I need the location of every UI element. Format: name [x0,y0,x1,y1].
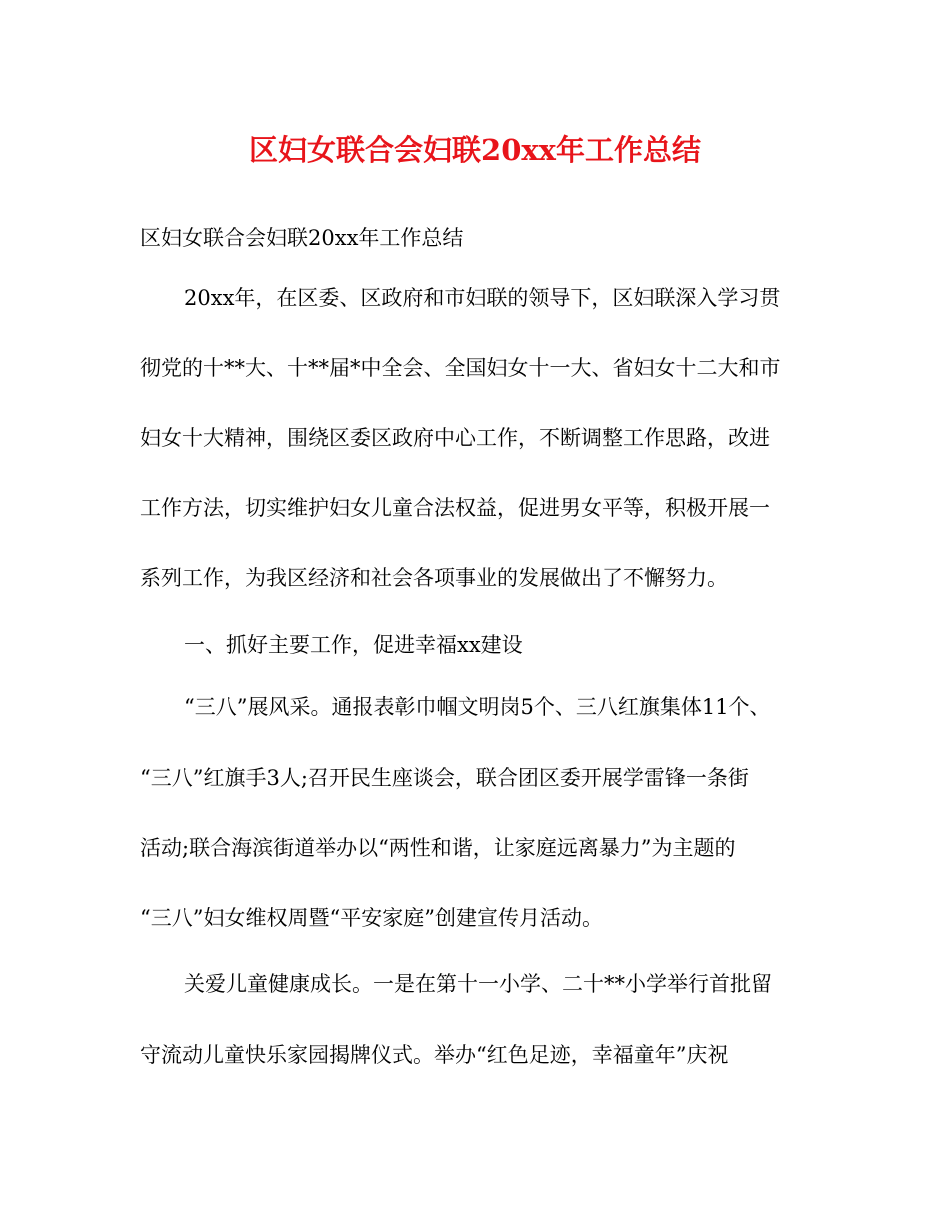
paragraph-line: 系列工作，为我区经济和社会各项事业的发展做出了不懈努力。 [140,566,728,590]
paragraph-line: 妇女十大精神，围绕区委区政府中心工作，不断调整工作思路，改进 [140,426,770,450]
paragraph-line: 工作方法，切实维护妇女儿童合法权益，促进男女平等，积极开展一 [140,496,770,520]
paragraph-line: 彻党的十**大、十**届*中全会、全国妇女十一大、省妇女十二大和市 [140,356,781,380]
document-title: 区妇女联合会妇联20xx年工作总结 [249,133,701,167]
paragraph-line: “三八”红旗手3人;召开民生座谈会，联合团区委开展学雷锋一条街 [140,766,749,790]
document-subtitle-line: 区妇女联合会妇联20xx年工作总结 [140,226,464,250]
paragraph-line: “三八”展风采。通报表彰巾帼文明岗5个、三八红旗集体11个、 [184,695,771,719]
section-heading: 一、抓好主要工作，促进幸福xx建设 [184,633,523,657]
paragraph-line: 守流动儿童快乐家园揭牌仪式。举办“红色足迹，幸福童年”庆祝 [140,1043,729,1067]
paragraph-line: 活动;联合海滨街道举办以“两性和谐，让家庭远离暴力”为主题的 [140,836,736,860]
paragraph-line: 20xx年，在区委、区政府和市妇联的领导下，区妇联深入学习贯 [184,286,781,310]
paragraph-line: 关爱儿童健康成长。一是在第十一小学、二十**小学举行首批留 [184,972,772,996]
paragraph-line: “三八”妇女维权周暨“平安家庭”创建宣传月活动。 [140,906,603,930]
